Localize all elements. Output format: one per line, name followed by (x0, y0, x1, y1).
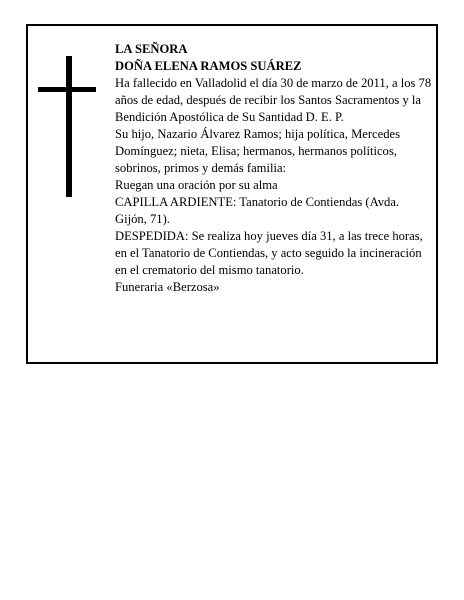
cross-icon (28, 26, 108, 226)
cross-vertical-bar (66, 56, 72, 197)
farewell-details: DESPEDIDA: Se realiza hoy jueves día 31, a las trece horas, en el Tanatorio de Contiendas, y acto seguido la incineración en el crematorio del mismo tanatorio. (115, 229, 423, 277)
funeral-chapel: CAPILLA ARDIENTE: Tanatorio de Contiendas (Avda. Gijón, 71). (115, 195, 400, 226)
prayer-request: Ruegan una oración por su alma (115, 178, 278, 192)
notice-title: LA SEÑORA (115, 42, 188, 56)
death-announcement: Ha fallecido en Valladolid el día 30 de marzo de 2011, a los 78 años de edad, después de recibir los Santos Sacramentos y la Bendición Apostólica de Su Santidad D. E. P. (115, 76, 432, 124)
deceased-name: DOÑA ELENA RAMOS SUÁREZ (115, 59, 302, 73)
funeral-home: Funeraria «Berzosa» (115, 280, 220, 294)
family-list: Su hijo, Nazario Álvarez Ramos; hija política, Mercedes Domínguez; nieta, Elisa; hermanos, hermanos políticos, sobrinos, primos y demás familia: (115, 127, 401, 175)
notice-body (115, 41, 433, 296)
cross-horizontal-bar (38, 87, 96, 92)
obituary-notice (26, 24, 438, 364)
